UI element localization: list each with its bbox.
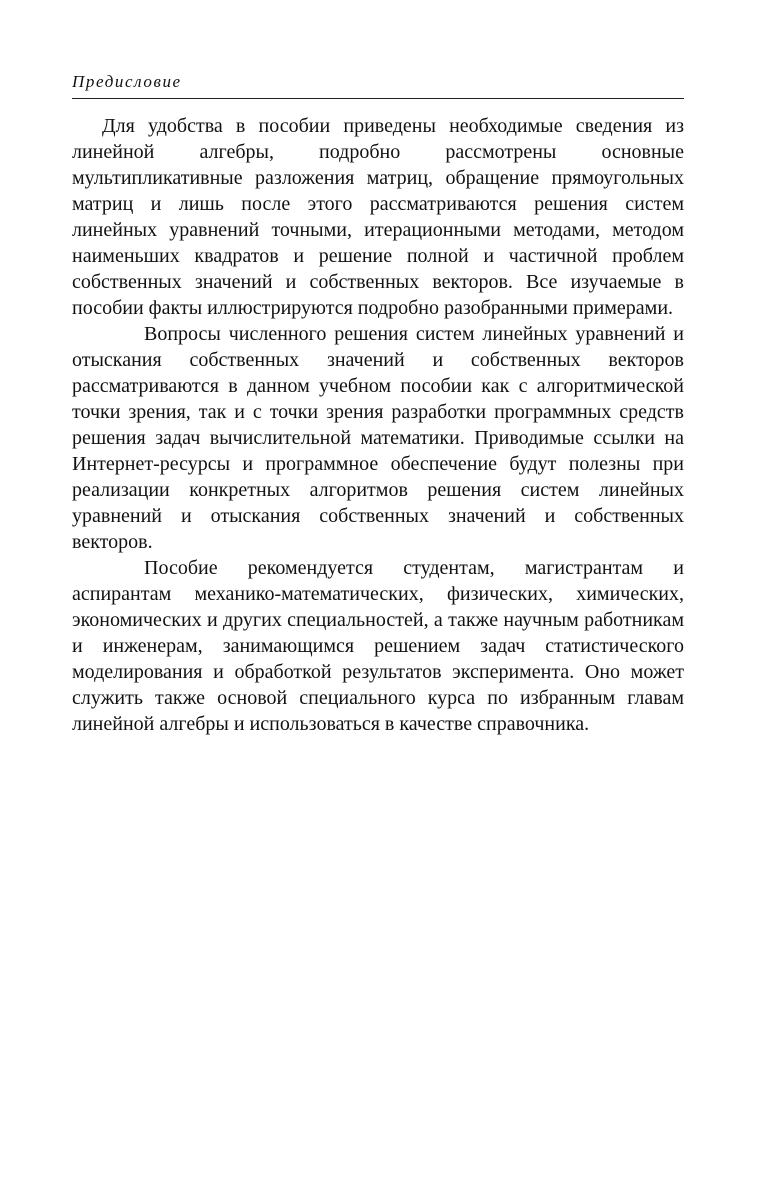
body-text	[72, 113, 684, 737]
running-head-title: Предисловие	[72, 72, 182, 91]
paragraph-1: Для удобства в пособии приведены необходимые сведения из линейной алгебры, подробно рассмотрены основные мультипликативные разложения матриц, обращение прямоугольных матриц и лишь после этого рассматриваются решения систем линейных уравнений точными, итерационными методами, методом наименьших квадратов и решение полной и частичной проблем собственных значений и собственных векторов. Все изучаемые в пособии факты иллюстрируются подробно разобранными примерами.	[72, 115, 684, 319]
paragraph-3: Пособие рекомендуется студентам, магистрантам и аспирантам механико-математических, физических, химических, экономических и других специальностей, а также научным работникам и инженерам, занимающимся решением задач статистического моделирования и обработкой результатов эксперимента. Оно может служить также основой специального курса по избранным главам линейной алгебры и использоваться в качестве справочника.	[72, 557, 684, 735]
paragraph-2: Вопросы численного решения систем линейных уравнений и отыскания собственных значений и собственных векторов рассматриваются в данном учебном пособии как с алгоритмической точки зрения, так и с точки зрения разработки программных средств решения задач вычислительной математики. Приводимые ссылки на Интернет-ресурсы и программное обеспечение будут полезны при реализации конкретных алгоритмов решения систем линейных уравнений и отыскания собственных значений и собственных векторов.	[72, 323, 684, 553]
running-head	[72, 72, 684, 99]
